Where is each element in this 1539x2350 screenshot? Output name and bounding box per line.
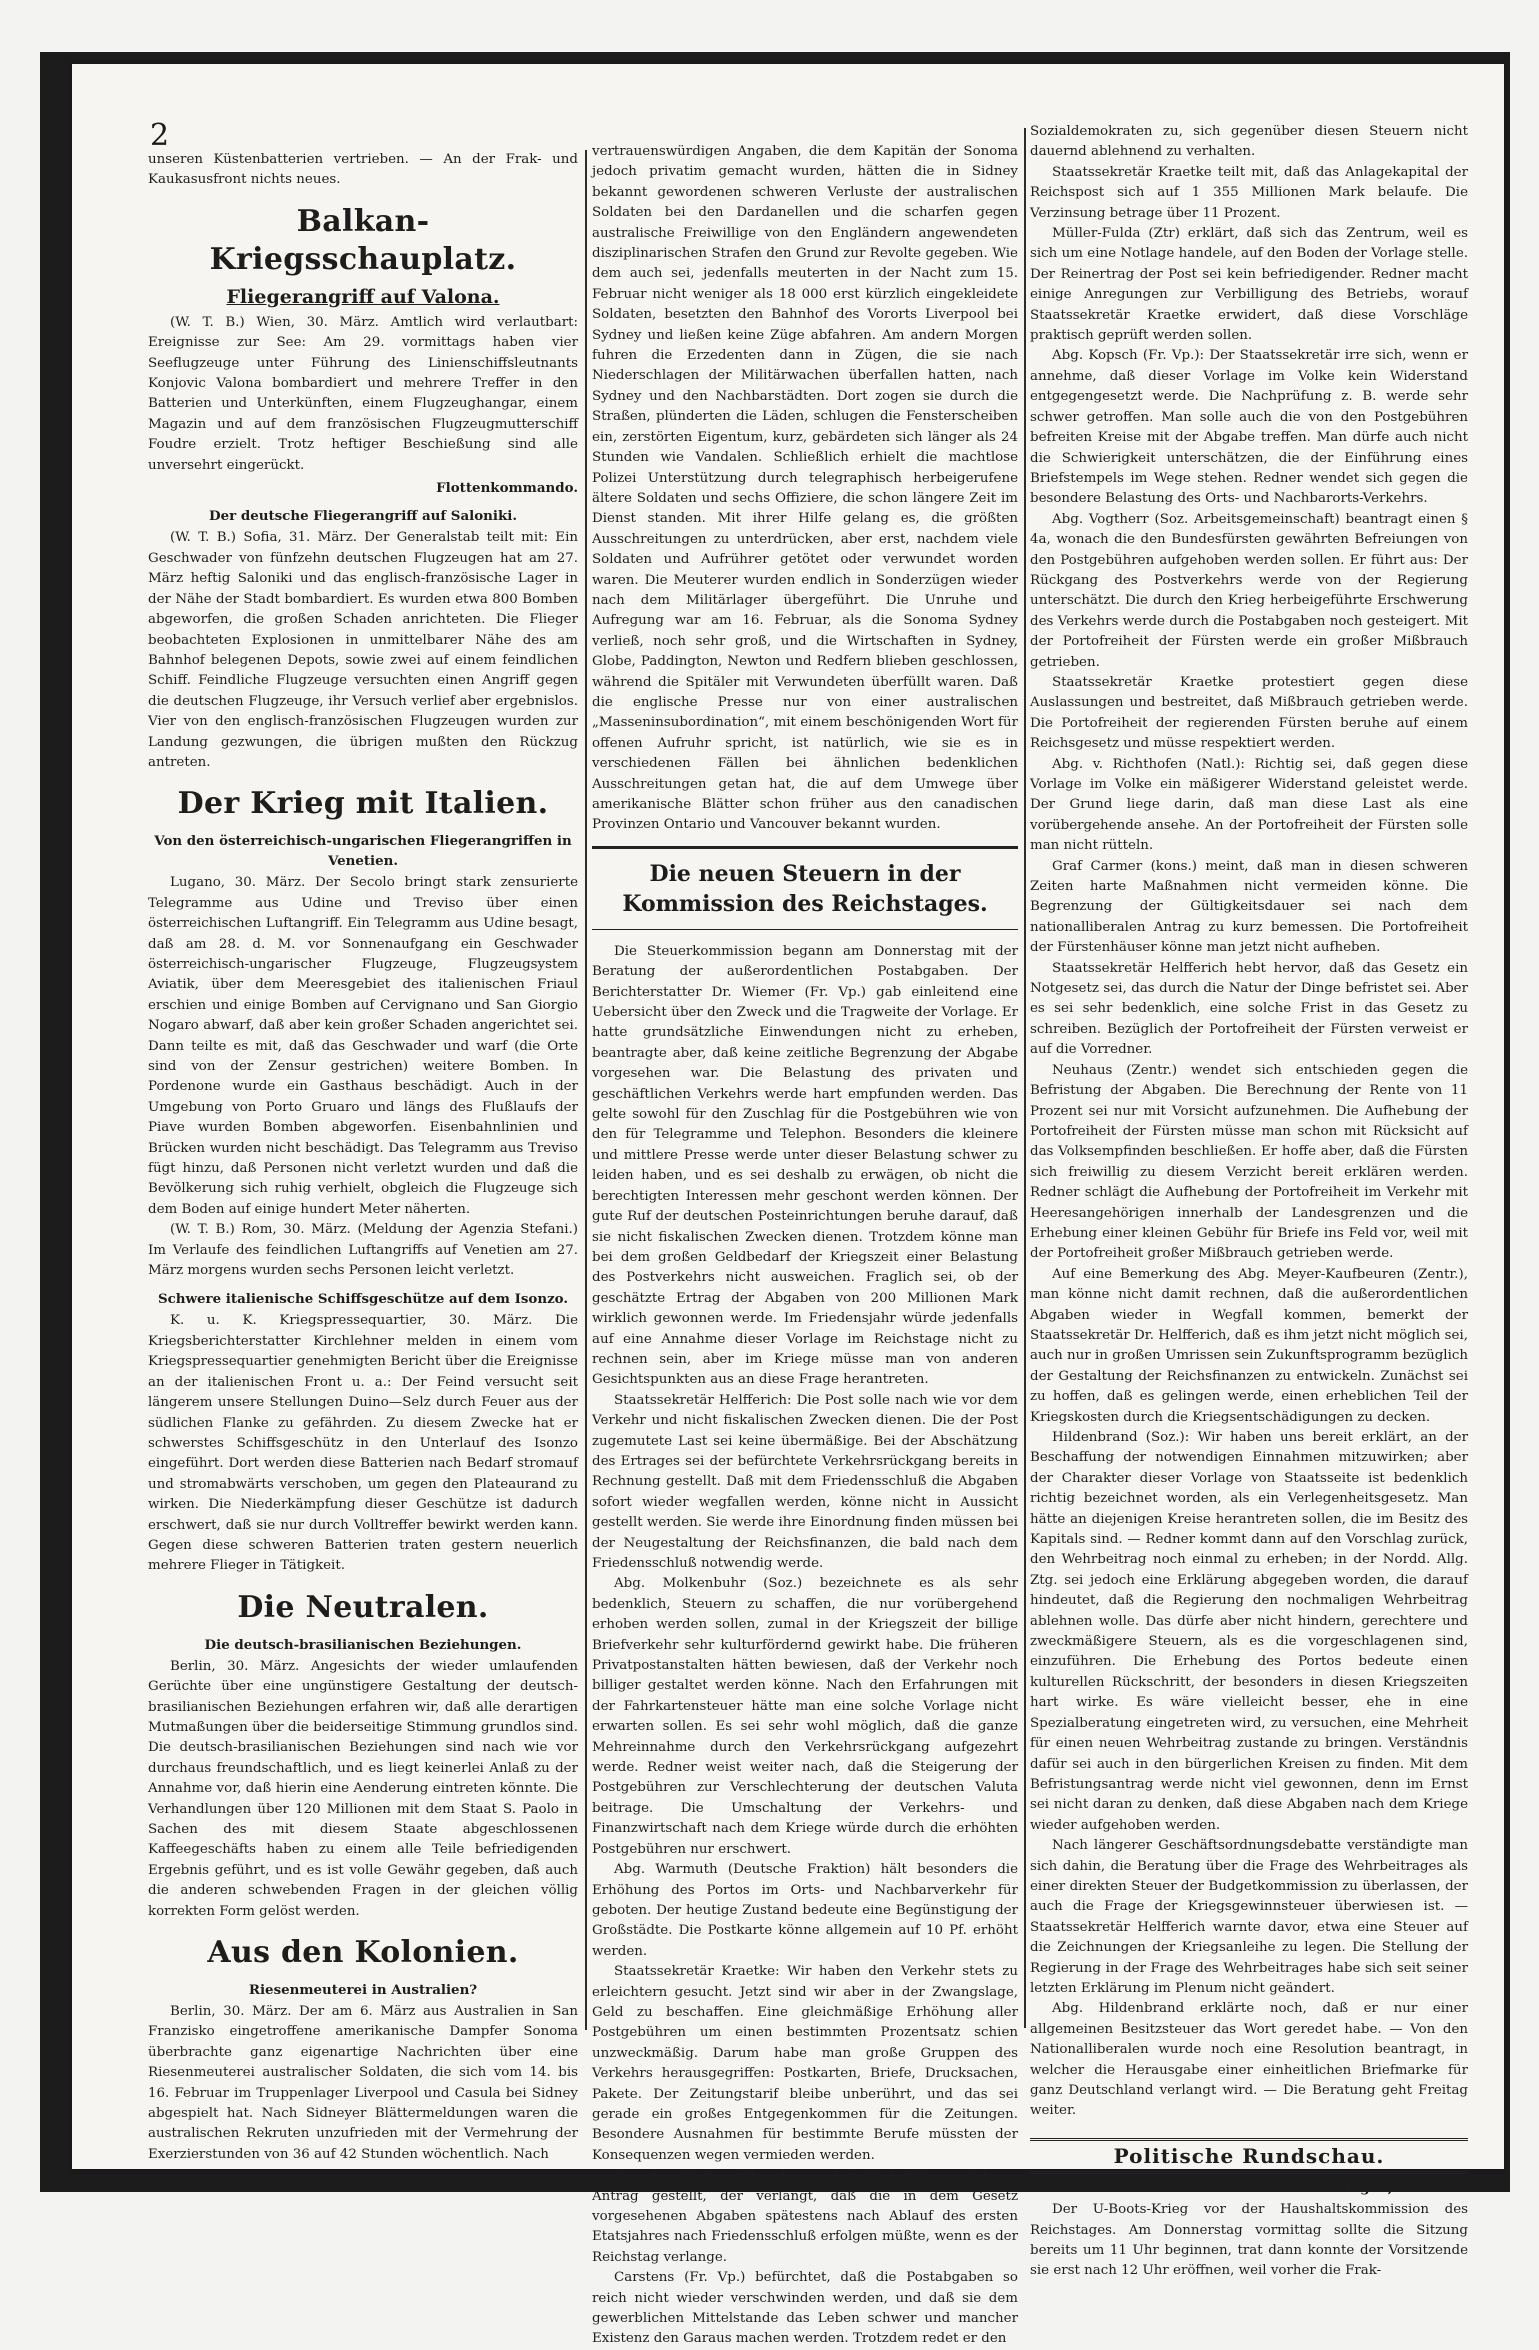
article-paragraph: Staatssekretär Kraetke protestiert gegen diese Auslassungen und bestreitet, daß Mißbrauch getrieben werde. Die Portofreiheit der regierenden Fürsten beruhe auf einem Reichsgesetz und müsse respektiert werden. [1030, 674, 1468, 752]
article-paragraph: (W. T. B.) Rom, 30. März. (Meldung der Agenzia Stefani.) Im Verlaufe des feindlichen Luftangriffs auf Venetien am 27. März morgens wurden sechs Personen leicht verletzt. [148, 1222, 578, 1279]
column-rule-left [585, 150, 587, 2030]
article-paragraph: Abg. Kopsch (Fr. Vp.): Der Staatssekretär irre sich, wenn er annehme, daß dieser Vorlage im Volke kein Widerstand entgegengesetzt werde. Die Nachprüfung z. B. werde sehr schwer getroffen. Man solle auch die von den Postgebühren befreiten Kreise mit der Abgabe treffen. Man dürfe auch nicht die Schwierigkeit unterschätzen, die der Einführung eines Briefstempels im Wege stehen. Redner wendet sich gegen die besondere Belastung des Orts- und Nachbarorts-Verkehrs. [1030, 348, 1468, 507]
article-paragraph: Graf Carmer (kons.) meint, daß man in diesen schweren Zeiten harte Maßnahmen nicht vermeiden könne. Die Begrenzung der Gültigkeitsdauer sei nach dem nationalliberalen Antrag zu kurz bemessen. Die Portofreiheit der Fürstenhäuser könne man jetzt nicht aufheben. [1030, 858, 1468, 956]
article-paragraph: Die Steuerkommission begann am Donnerstag mit der Beratung der außerordentlichen Postabgaben. Der Berichterstatter Dr. Wiemer (Fr. Vp.) gab einleitend eine Uebersicht über den Zweck und die Tragweite der Vorlage. Er hatte grundsätzliche Einwendungen nicht zu erheben, beantragte aber, daß keine zeitliche Begrenzung der Abgabe vorgesehen war. Die Belastung des privaten und geschäftlichen Verkehrs werde hart empfunden werden. Das gelte sowohl für den Zuschlag für die Postgebühren wie von den für Telegramme und Telephon. Besonders die kleinere und mittlere Presse werde unter dieser Belastung schwer zu leiden haben, und es sei deshalb zu erwägen, ob nicht die berechtigten Interessen mehr geschont werden können. Der gute Ruf der deutschen Posteinrichtungen beruhe darauf, daß sie nicht fiskalischen Zwecken dienen. Trotzdem könne man bei dem großen Geldbedarf der Kriegszeit einer Belastung des Postverkehrs nicht ausweichen. Fraglich sei, ob der geschätzte Ertrag der Abgaben von 200 Millionen Mark wirklich gewonnen werde. Im Friedensjahr würde jedenfalls auf eine Annahme dieser Vorlage im Reichstage nicht zu rechnen sein, aber im Kriege müsse man von anderen Gesichtspunkten aus an diese Frage herantreten. [592, 943, 1018, 1388]
article-paragraph: Hildenbrand (Soz.): Wir haben uns bereit erklärt, an der Beschaffung der notwendigen Einnahmen mitzuwirken; aber der Charakter dieser Vorlage von Staatsseite ist bedenklich richtig bezeichnet worden, als ein Verlegenheitsgesetz. Man hätte an diejenigen Kreise herantreten sollen, die im Besitz des Kapitals sind. — Redner kommt dann auf den Vorschlag zurück, den Wehrbeitrag noch einmal zu erheben; in der Nordd. Allg. Ztg. sei jedoch eine Erklärung abgegeben worden, die darauf hindeutet, daß die Regierung den nochmaligen Wehrbeitrag ablehnen wolle. Das dürfe aber nicht hindern, gerechtere und zweckmäßigere Steuern, als es die vorgeschlagenen sind, einzuführen. Die Erhebung des Portos bedeute einen kulturellen Rückschritt, der besonders in diesen Kriegszeiten hart wirke. Es wäre vielleicht besser, ehe in eine Spezialberatung eingetreten wird, zu versuchen, eine Mehrheit für einen neuen Wehrbeitrag zustande zu bringen. Verständnis dafür sei auch in den bürgerlichen Kreisen zu finden. Mit dem Befristungsantrag werde nicht viel gewonnen, denn im Ernst sei nicht daran zu denken, daß diese Abgaben nach dem Kriege wieder aufgehoben werden. [1030, 1430, 1468, 1833]
article-paragraph: Der U-Boots-Krieg vor der Haushaltskommission des Reichstages. Am Donnerstag vormittag sollte die Sitzung bereits um 11 Uhr beginnen, trat dann konnte der Vorsitzende sie erst nach 12 Uhr eröffnen, weil vorher die Frak- [1030, 2202, 1468, 2279]
column-2 [592, 142, 1018, 2347]
article-paragraph: Berlin, 30. März. Angesichts der wieder umlaufenden Gerüchte über eine ungünstigere Gestaltung der deutsch-brasilianischen Beziehungen erfahren wir, daß alle derartigen Mutmaßungen über die beiderseitige Stimmung grundlos sind. Die deutsch-brasilianischen Beziehungen sind nach wie vor durchaus freundschaftlich, und es liegt keinerlei Anlaß zu der Annahme vor, daß hierin eine Aenderung eintreten könnte. Die Verhandlungen über 120 Millionen mit dem Staat S. Paolo in Sachen des mit diesem Staate abgeschlossenen Kaffeegeschäfts haben zu einem alle Teile befriedigenden Ergebnis geführt, und es ist volle Gewähr gegeben, daß auch die anderen schwebenden Fragen in der gleichen völlig korrekten Form gelöst werden. [148, 1658, 578, 1919]
article-paragraph: Carstens (Fr. Vp.) befürchtet, daß die Postabgaben so reich nicht wieder verschwinden werden, und daß sie dem gewerblichen Mittelstande das Leben schwer und mancher Existenz den Garaus machen werden. Trotzdem redet er den [592, 2270, 1018, 2347]
article-paragraph: (W. T. B.) Sofia, 31. März. Der Generalstab teilt mit: Ein Geschwader von fünfzehn deutschen Flugzeugen hat am 27. März heftig Saloniki und das englisch-französische Lager in der Nähe der Stadt bombardiert. Es wurden etwa 800 Bomben abgeworfen, die großen Schaden anrichteten. Die Flieger beobachteten Explosionen in unmittelbarer Nähe des am Bahnhof belegenen Depots, sowie zwei auf einem feindlichen Schiff. Feindliche Flugzeuge versuchten einen Angriff gegen die deutschen Flugzeuge, ihr Versuch verlief aber ergebnislos. Vier von den englisch-französischen Flugzeugen wurden zur Landung gezwungen, die übrigen mußten den Rückzug antreten. [148, 530, 578, 770]
column-rule-right [1024, 128, 1026, 2028]
minorhead-isonzo: Schwere italienische Schiffsgeschütze auf dem Isonzo. [157, 1291, 569, 1308]
article-paragraph: Abg. Molkenbuhr (Soz.) bezeichnete es als sehr bedenklich, Steuern zu schaffen, die nur vorübergehend erhoben werden sollen, zumal in der Kriegszeit der billige Briefverkehr sehr kulturfördernd gewirkt habe. Die früheren Privatpostanstalten hätten bewiesen, daß der Verkehr noch billiger gestaltet werden könne. Nach den Erfahrungen mit der Fahrkartensteuer hätte man eine solche Vorlage nicht erwarten sollen. Es sei sehr wohl möglich, daß die ganze Mehreinnahme durch den Verkehrsrückgang aufgezehrt werde. Redner weist weiter nach, daß die Steigerung der Postgebühren zur Verschlechterung der deutschen Valuta beitrage. Die Umschaltung der Verkehrs- und Finanzwirtschaft nach dem Kriege würde durch die erhöhten Postgebühren nur erschwert. [592, 1576, 1018, 1857]
article-paragraph: Neuhaus (Zentr.) wendet sich entschieden gegen die Befristung der Abgaben. Die Berechnung der Rente von 11 Prozent sei nur mit Vorsicht aufzunehmen. Die Aufhebung der Portofreiheit der Fürsten müsse man schon mit Rücksicht auf das Volksempfinden beschließen. Er hoffe aber, daß die Fürsten sich freiwillig zu diesem Verzicht bereit erklären werden. Redner schlägt die Aufhebung der Portofreiheit im Verkehr mit Heeresangehörigen innerhalb der Landesgrenzen und die Erhebung einer kleinen Gebühr für Briefe ins Feld vor, weil mit der Portofreiheit großer Mißbrauch getrieben werde. [1030, 1062, 1468, 1262]
minorhead-australien: Riesenmeuterei in Australien? [248, 1982, 478, 1999]
continued-text: unseren Küstenbatterien vertrieben. — An der Frak- und Kaukasusfront nichts neues. [148, 152, 578, 188]
minorhead-brasilien: Die deutsch-brasilianischen Beziehungen. [204, 1636, 522, 1653]
section-title-rundschau: Politische Rundschau. [1030, 2138, 1468, 2174]
signoff: Flottenkommando. [436, 480, 578, 497]
article-paragraph: Abg. Hildenbrand erklärte noch, daß er nur einer allgemeinen Besitzsteuer das Wort geredet habe. — Von den Nationalliberalen wurde noch eine Resolution beantragt, in welcher die Herausgabe einer einheitlichen Briefmarke für ganz Deutschland verlangt wird. — Die Beratung geht Freitag weiter. [1030, 2001, 1468, 2119]
minorhead-venetien: Von den österreichisch-ungarischen Fliegerangriffen in Venetien. [154, 833, 572, 870]
minorhead-saloniki: Der deutsche Fliegerangriff auf Saloniki. [208, 508, 518, 525]
column-3 [1030, 122, 1468, 2279]
section-title-neutralen: Die Neutralen. [237, 1589, 489, 1625]
article-paragraph: K. u. K. Kriegspressequartier, 30. März. Die Kriegsberichterstatter Kirchlehner melden in einem vom Kriegspressequartier genehmigten Bericht über die Ereignisse an der italienischen Front u. a.: Der Feind versucht seit längerem unsere Stellungen Duino—Selz durch Feuer aus der südlichen Flanke zu gefährden. Zu diesem Zwecke hat er schwerstes Schiffsgeschütz in den Unterlauf des Isonzo eingeführt. Dort werden diese Batterien nach Bedarf stromauf und stromabwärts verschoben, um gegen den Plateaurand zu wirken. Die Niederkämpfung dieser Geschütze ist dadurch erschwert, daß sie nur durch Volltreffer bewirkt werden kann. Gegen diese schweren Batterien traten gestern neuerlich mehrere Flieger in Tätigkeit. [148, 1313, 578, 1574]
section-title-steuern: Die neuen Steuern in der Kommission des Reichstages. [592, 846, 1018, 930]
article-paragraph: Staatssekretär Kraetke teilt mit, daß das Anlagekapital der Reichspost sich auf 1 355 Millionen Mark belaufe. Die Verzinsung betrage über 11 Prozent. [1030, 164, 1468, 221]
article-paragraph: Müller-Fulda (Ztr) erklärt, daß sich das Zentrum, weil es sich um eine Notlage handele, auf den Boden der Vorlage stelle. Der Reinertrag der Post sei kein befriedigender. Redner macht einige Anregungen zur Verbilligung des Betriebs, worauf Staatssekretär Kraetke erwidert, daß diese Vorschläge praktisch geprüft werden sollen. [1030, 226, 1468, 344]
section-title-kolonien: Aus den Kolonien. [207, 1935, 519, 1971]
article-paragraph: Nach längerer Geschäftsordnungsdebatte verständigte man sich dahin, die Beratung über die Frage des Wehrbeitrages als einer direkten Steuer der Budgetkommission zu überlassen, der auch die Frage der Kriegsgewinnsteuer überwiesen ist. — Staatssekretär Helfferich warnte davor, etwa eine Steuer auf die Zeichnungen der Kriegsanleihe zu legen. Die Stellung der Regierung in der Frage des Wehrbeitrages habe sich seit seiner letzten Erklärung im Plenum nicht geändert. [1030, 1838, 1468, 1996]
article-paragraph: Staatssekretär Helfferich: Die Post solle nach wie vor dem Verkehr und nicht fiskalischen Zwecken dienen. Die der Post zugemutete Last sei keine übermäßige. Bei der Abschätzung des Ertrages sei der befürchtete Verkehrsrückgang bereits in Rechnung gestellt. Daß mit dem Friedensschluß die Abgaben sofort wieder wegfallen werden, könne nicht in Aussicht gestellt werden. Sie werde ihre Einordnung finden müssen bei der Neugestaltung der Reichsfinanzen, die bald nach dem Friedensschluß notwendig werde. [592, 1392, 1018, 1571]
article-paragraph: Abg. Warmuth (Deutsche Fraktion) hält besonders die Erhöhung des Portos im Orts- und Nachbarverkehr für geboten. Der heutige Zustand bedeute eine Begünstigung der Großstädte. Die Postkarte könne allgemein auf 10 Pf. erhöht werden. [592, 1862, 1018, 1959]
article-paragraph: (W. T. B.) Wien, 30. März. Amtlich wird verlautbart: Ereignisse zur See: Am 29. vormittags haben vier Seeflugzeuge unter Führung des Linienschiffsleutnants Konjovic Valona bombardiert und mehrere Treffer in den Batterien und Unterkünften, einem Flugzeughangar, einem Magazin und auf dem französischen Flugzeugmutterschiff Foudre erzielt. Trotz heftiger Beschießung sind alle unversehrt eingerückt. [148, 314, 578, 473]
article-paragraph: Auf eine Bemerkung des Abg. Meyer-Kaufbeuren (Zentr.), man könne nicht damit rechnen, daß die außerordentlichen Abgaben wieder in Wegfall kommen, bemerkt der Staatssekretär Dr. Helfferich, daß es ihm jetzt nicht möglich sei, auch nur in großen Umrissen sein Zukunftsprogramm bezüglich der Gestaltung der Reichsfinanzen zu entwickeln. Zunächst sei zu hoffen, daß es gelingen werde, einen erheblichen Teil der Kriegskosten durch die Kriegsentschädigungen zu decken. [1030, 1266, 1468, 1425]
article-paragraph: Sozialdemokraten zu, sich gegenüber diesen Steuern nicht dauernd ablehnend zu verhalten. [1030, 124, 1468, 160]
page-number: 2 [150, 118, 170, 153]
article-paragraph: Abg. v. Richthofen (Natl.): Richtig sei, daß gegen diese Vorlage im Volke ein mäßigerer Widerstand geleistet werde. Der Grund liege darin, daß man diese Last als eine vorübergehende ansehe. An der Portofreiheit der Fürsten solle man nicht rütteln. [1030, 756, 1468, 854]
dateline: Kültringen, 31. März. [1306, 2179, 1468, 2196]
article-paragraph: Berlin, 30. März. Der am 6. März aus Australien in San Franzisko eingetroffene amerikanische Dampfer Sonoma überbrachte ganz eigenartige Nachrichten über eine Riesenmeuterei australischer Soldaten, die sich vom 14. bis 16. Februar im Truppenlager Liverpool und Casula bei Sidney abgespielt hat. Nach Sidneyer Blättermeldungen waren die australischen Rekruten unzufrieden mit der Vermehrung der Exerzierstunden von 36 auf 42 Stunden wöchentlich. Nach [148, 2004, 578, 2162]
article-paragraph: Abg. Vogtherr (Soz. Arbeitsgemeinschaft) beantragt einen § 4a, wonach die den Bundesfürsten gewährten Befreiungen von den Postgebühren aufgehoben werden sollen. Er führt aus: Der Rückgang des Postverkehrs werde von der Regierung unterschätzt. Die durch den Krieg herbeigeführte Erschwerung des Verkehrs werde durch die Postabgaben noch gesteigert. Mit der Portofreiheit der Fürsten werde ein großer Mißbrauch getrieben. [1030, 511, 1468, 670]
column-1 [148, 150, 578, 2162]
article-paragraph: Staatssekretär Kraetke: Wir haben den Verkehr stets zu erleichtern gesucht. Jetzt sind wir aber in der Zwangslage, Geld zu beschaffen. Eine gleichmäßige Erhöhung aller Postgebühren um einen bestimmten Prozentsatz schien unzweckmäßig. Darum habe man große Gruppen des Verkehrs herausgegriffen: Postkarten, Briefe, Drucksachen, Pakete. Der Zeitungstarif bleibe unberührt, und das sei gerade ein großes Entgegenkommen für die Zeitungen. Besondere Ausnahmen für bestimmte Berufe müssten der Konsequenzen wegen vermieden werden. [592, 1964, 1018, 2163]
article-paragraph: Staatssekretär Helfferich hebt hervor, daß das Gesetz ein Notgesetz sei, das durch die Natur der Dinge befristet sei. Aber es sei sehr bedenklich, eine solche Frist in das Gesetz zu schreiben. Bezüglich der Portofreiheit der Fürsten verweist er auf die Vorredner. [1030, 960, 1468, 1058]
subhead-valona: Fliegerangriff auf Valona. [226, 285, 500, 308]
section-title-italien: Der Krieg mit Italien. [177, 786, 549, 822]
section-title-balkan: Balkan-Kriegsschauplatz. [209, 203, 517, 277]
article-paragraph: Von den Nationalliberalen und Fortschrittlern wird ein Antrag gestellt, der verlangt, daß die in dem Gesetz vorgesehenen Abgaben spätestens nach Ablauf des ersten Etatsjahres nach Friedensschluß erfolgen müßte, wenn es der Reichstag verlange. [592, 2168, 1018, 2265]
article-paragraph: Lugano, 30. März. Der Secolo bringt stark zensurierte Telegramme aus Udine und Treviso über einen österreichischen Luftangriff. Ein Telegramm aus Udine besagt, daß am 28. d. M. vor Sonnenaufgang ein Geschwader österreichisch-ungarischer Flugzeuge, Flugzeugsystem Aviatik, über dem Meeresgebiet des italienischen Friaul erschien und einige Bomben auf Cervignano und San Giorgio Nogaro abwarf, daß aber kein großer Schaden angerichtet sei. Dann teilte es mit, daß das Geschwader und warf (die Orte sind von der Zensur gestrichen) weitere Bomben. In Pordenone wurde ein Gasthaus beschädigt. Auch in der Umgebung von Porto Gruaro und längs des Flußlaufs der Piave wurden Bomben abgeworfen. Eisenbahnlinien und Brücken wurden nicht beschädigt. Das Telegramm aus Treviso fügt hinzu, daß Personen nicht verletzt wurden und daß die Bevölkerung sich ruhig verhielt, obgleich die Flugzeuge sich dem Boden auf einige hundert Meter näherten. [148, 875, 578, 1217]
article-paragraph: vertrauenswürdigen Angaben, die dem Kapitän der Sonoma jedoch privatim gemacht wurden, hätten die in Sidney bekannt gewordenen schweren Verluste der australischen Soldaten bei den Dardanellen und die scharfen gegen australische Freiwillige von den Engländern angewendeten disziplinarischen Strafen den Grund zur Revolte gegeben. Wie dem auch sei, jedenfalls meuterten in der Nacht zum 15. Februar nicht weniger als 18 000 erst kürzlich eingekleidete Soldaten, besetzten den Bahnhof des Vororts Liverpool bei Sydney und ließen keine Züge abfahren. Am andern Morgen fuhren die Erzedenten dann in Zügen, die sie nach Niederschlagen der Militärwachen überfallen hatten, nach Sydney und den Nachbarstädten. Dort zogen sie durch die Straßen, plünderten die Läden, schlugen die Fensterscheiben ein, zerstörten Eigentum, kurz, gebärdeten sich länger als 24 Stunden wie Vandalen. Schließlich erhielt die machtlose Polizei Unterstützung durch telegraphisch herbeigerufene ältere Soldaten und sechs Offiziere, die schon längere Zeit im Dienst standen. Mit ihrer Hilfe gelang es, die größten Ausschreitungen zu unterdrücken, aber erst, nachdem viele Soldaten und Aufrührer getötet oder verwundet worden waren. Die Meuterer wurden endlich in Sonderzügen wieder nach dem Militärlager übergeführt. Die Unruhe und Aufregung war am 16. Februar, als die Sonoma Sydney verließ, noch sehr groß, und die Wirtschaften in Sydney, Globe, Paddington, Newton und Redfern blieben geschlossen, während die Spitäler mit Verwundeten überfüllt waren. Daß die englische Presse nur von einer australischen „Masseninsubordination“, mit einem beschönigenden Wort für offenen Aufruhr spricht, ist natürlich, wie sie es in verschiedenen Fällen bei ähnlichen bedenklichen Ausschreitungen getan hat, die auf dem Umwege über amerikanische Blätter schon früher aus den canadischen Provinzen Ontario und Vancouver bekannt wurden. [592, 144, 1018, 833]
